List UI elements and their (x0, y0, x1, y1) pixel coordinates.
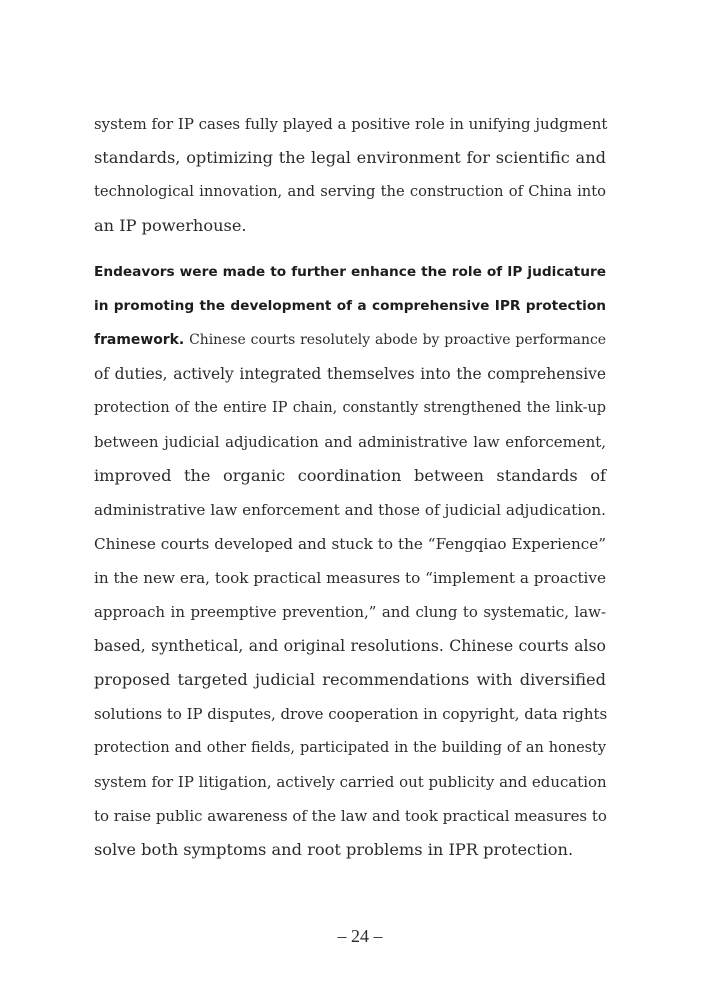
text-line: based, synthetical, and original resolutions. Chinese courts also (94, 636, 606, 655)
bold-heading-line: in promoting the development of a comprehensive IPR protection (94, 298, 606, 314)
text-line: administrative law enforcement and those of judicial adjudication. (94, 501, 606, 519)
page-number: – 24 – (337, 926, 383, 946)
text-line: improved the organic coordination between standards of (94, 466, 606, 485)
text-line: an IP powerhouse. (94, 216, 247, 235)
text-line: to raise public awareness of the law and took practical measures to (94, 807, 607, 825)
text-line: in the new era, took practical measures to “implement a proactive (94, 569, 606, 587)
text-run: Chinese courts resolutely abode by proactive performance (184, 332, 606, 348)
bold-heading-line: Endeavors were made to further enhance the role of IP judicature (94, 264, 606, 280)
bold-heading-end: framework. (94, 332, 185, 348)
text-line: Chinese courts developed and stuck to the “Fengqiao Experience” (94, 535, 606, 553)
text-line: solutions to IP disputes, drove cooperation in copyright, data rights (94, 705, 608, 723)
text-line: technological innovation, and serving the construction of China into (94, 183, 606, 200)
text-line: approach in preemptive prevention,” and clung to systematic, law- (94, 603, 606, 621)
text-line: of duties, actively integrated themselves into the comprehensive (94, 365, 606, 383)
text-line: proposed targeted judicial recommendations with diversified (94, 670, 606, 689)
text-line: between judicial adjudication and administrative law enforcement, (94, 433, 606, 451)
text-line: system for IP cases fully played a positive role in unifying judgment (94, 115, 608, 133)
text-line: standards, optimizing the legal environment for scientific and (94, 148, 606, 167)
text-line: system for IP litigation, actively carried out publicity and education (94, 773, 607, 791)
text-line: solve both symptoms and root problems in IPR protection. (94, 840, 574, 859)
mixed-line (94, 328, 606, 352)
text-line: protection and other fields, participated in the building of an honesty (94, 740, 606, 756)
text-line: protection of the entire IP chain, constantly strengthened the link-up (94, 400, 606, 416)
